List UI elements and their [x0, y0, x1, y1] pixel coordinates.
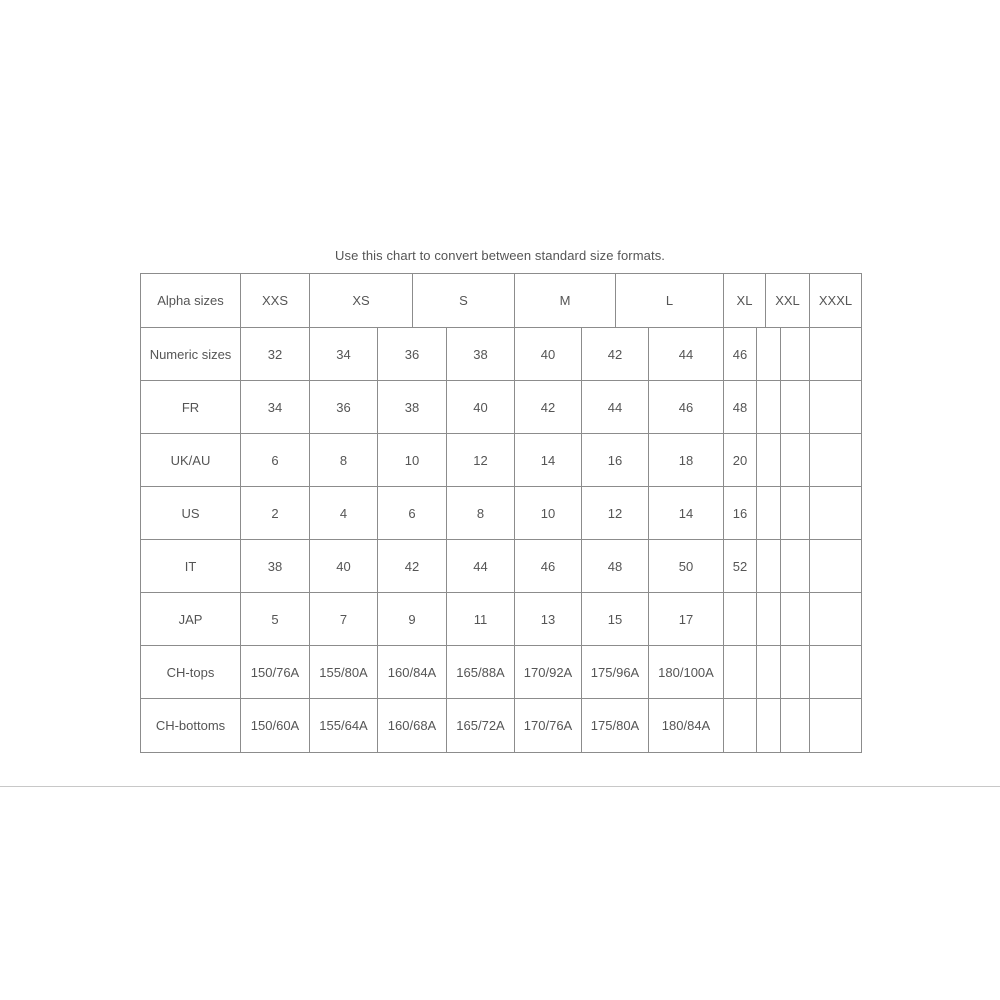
- table-cell: 4: [309, 486, 378, 540]
- table-cell: 16: [581, 433, 649, 487]
- table-cell: 32: [240, 327, 310, 381]
- table-cell: [756, 433, 781, 487]
- table-cell: 155/64A: [309, 698, 378, 753]
- table-cell: [756, 645, 781, 699]
- row-label-alpha-sizes: Alpha sizes: [140, 273, 241, 328]
- table-cell: [756, 698, 781, 753]
- table-cell: [780, 645, 810, 699]
- table-cell: 15: [581, 592, 649, 646]
- table-cell: [780, 539, 810, 593]
- table-cell: 150/60A: [240, 698, 310, 753]
- table-cell: 8: [309, 433, 378, 487]
- table-cell: 160/84A: [377, 645, 447, 699]
- table-cell: 13: [514, 592, 582, 646]
- table-cell: 165/88A: [446, 645, 515, 699]
- table-cell: 38: [377, 380, 447, 434]
- table-cell: 46: [514, 539, 582, 593]
- table-cell: [756, 380, 781, 434]
- row-label-numeric-sizes: Numeric sizes: [140, 327, 241, 381]
- table-cell-empty: [809, 433, 862, 487]
- table-cell: 14: [648, 486, 724, 540]
- size-conversion-table: [140, 273, 862, 753]
- row-label-jap: JAP: [140, 592, 241, 646]
- divider-line: [0, 786, 1000, 787]
- table-cell: 150/76A: [240, 645, 310, 699]
- alpha-size-xxs: XXS: [240, 273, 310, 328]
- table-cell: 14: [514, 433, 582, 487]
- table-cell: [723, 645, 757, 699]
- table-cell: 36: [377, 327, 447, 381]
- table-cell: [780, 327, 810, 381]
- table-cell: 40: [446, 380, 515, 434]
- table-cell: 44: [648, 327, 724, 381]
- table-cell-empty: [809, 698, 862, 753]
- table-cell: [756, 486, 781, 540]
- table-cell: 20: [723, 433, 757, 487]
- table-cell: [780, 698, 810, 753]
- table-cell: 180/84A: [648, 698, 724, 753]
- alpha-size-m: M: [514, 273, 616, 328]
- table-cell: 170/76A: [514, 698, 582, 753]
- table-cell: [756, 539, 781, 593]
- alpha-size-xl: XL: [723, 273, 766, 328]
- table-cell: 165/72A: [446, 698, 515, 753]
- alpha-size-xxl: XXL: [765, 273, 810, 328]
- table-cell: 40: [309, 539, 378, 593]
- table-cell: 170/92A: [514, 645, 582, 699]
- table-cell: [756, 327, 781, 381]
- table-cell: 38: [240, 539, 310, 593]
- table-cell: 10: [514, 486, 582, 540]
- table-cell: 42: [514, 380, 582, 434]
- table-cell: 34: [309, 327, 378, 381]
- chart-caption: Use this chart to convert between standard size formats.: [334, 248, 666, 263]
- row-label-ch-tops: CH-tops: [140, 645, 241, 699]
- table-cell: 8: [446, 486, 515, 540]
- table-cell: 17: [648, 592, 724, 646]
- table-cell: [780, 433, 810, 487]
- row-label-fr: FR: [140, 380, 241, 434]
- table-cell: 38: [446, 327, 515, 381]
- table-cell-empty: [809, 539, 862, 593]
- table-cell: 7: [309, 592, 378, 646]
- table-cell: [723, 698, 757, 753]
- row-label-ch-bottoms: CH-bottoms: [140, 698, 241, 753]
- table-cell: 6: [377, 486, 447, 540]
- table-cell: 36: [309, 380, 378, 434]
- row-label-it: IT: [140, 539, 241, 593]
- table-cell: 180/100A: [648, 645, 724, 699]
- table-cell-empty: [809, 645, 862, 699]
- table-cell: 9: [377, 592, 447, 646]
- table-cell: 18: [648, 433, 724, 487]
- table-cell: 44: [581, 380, 649, 434]
- table-cell: 175/96A: [581, 645, 649, 699]
- table-cell: 5: [240, 592, 310, 646]
- table-cell: 12: [446, 433, 515, 487]
- table-cell-empty: [809, 327, 862, 381]
- table-cell: 2: [240, 486, 310, 540]
- table-cell: 34: [240, 380, 310, 434]
- table-cell: 44: [446, 539, 515, 593]
- table-cell: 42: [377, 539, 447, 593]
- table-cell: [756, 592, 781, 646]
- table-cell: 48: [723, 380, 757, 434]
- table-cell: 40: [514, 327, 582, 381]
- table-cell: 52: [723, 539, 757, 593]
- table-cell: 50: [648, 539, 724, 593]
- table-cell: [780, 380, 810, 434]
- table-cell-empty: [809, 592, 862, 646]
- table-cell: 11: [446, 592, 515, 646]
- table-cell: 160/68A: [377, 698, 447, 753]
- alpha-size-s: S: [412, 273, 515, 328]
- table-cell: 6: [240, 433, 310, 487]
- table-cell: [780, 486, 810, 540]
- table-cell-empty: [809, 486, 862, 540]
- table-cell: 155/80A: [309, 645, 378, 699]
- table-cell: 175/80A: [581, 698, 649, 753]
- table-cell: 46: [723, 327, 757, 381]
- table-cell: [780, 592, 810, 646]
- alpha-size-xs: XS: [309, 273, 413, 328]
- table-cell: 12: [581, 486, 649, 540]
- table-cell-empty: [809, 380, 862, 434]
- row-label-us: US: [140, 486, 241, 540]
- table-cell: 42: [581, 327, 649, 381]
- alpha-size-l: L: [615, 273, 724, 328]
- table-cell: [723, 592, 757, 646]
- table-cell: 10: [377, 433, 447, 487]
- table-cell: 48: [581, 539, 649, 593]
- alpha-size-xxxl: XXXL: [809, 273, 862, 328]
- row-label-uk-au: UK/AU: [140, 433, 241, 487]
- table-cell: 16: [723, 486, 757, 540]
- table-cell: 46: [648, 380, 724, 434]
